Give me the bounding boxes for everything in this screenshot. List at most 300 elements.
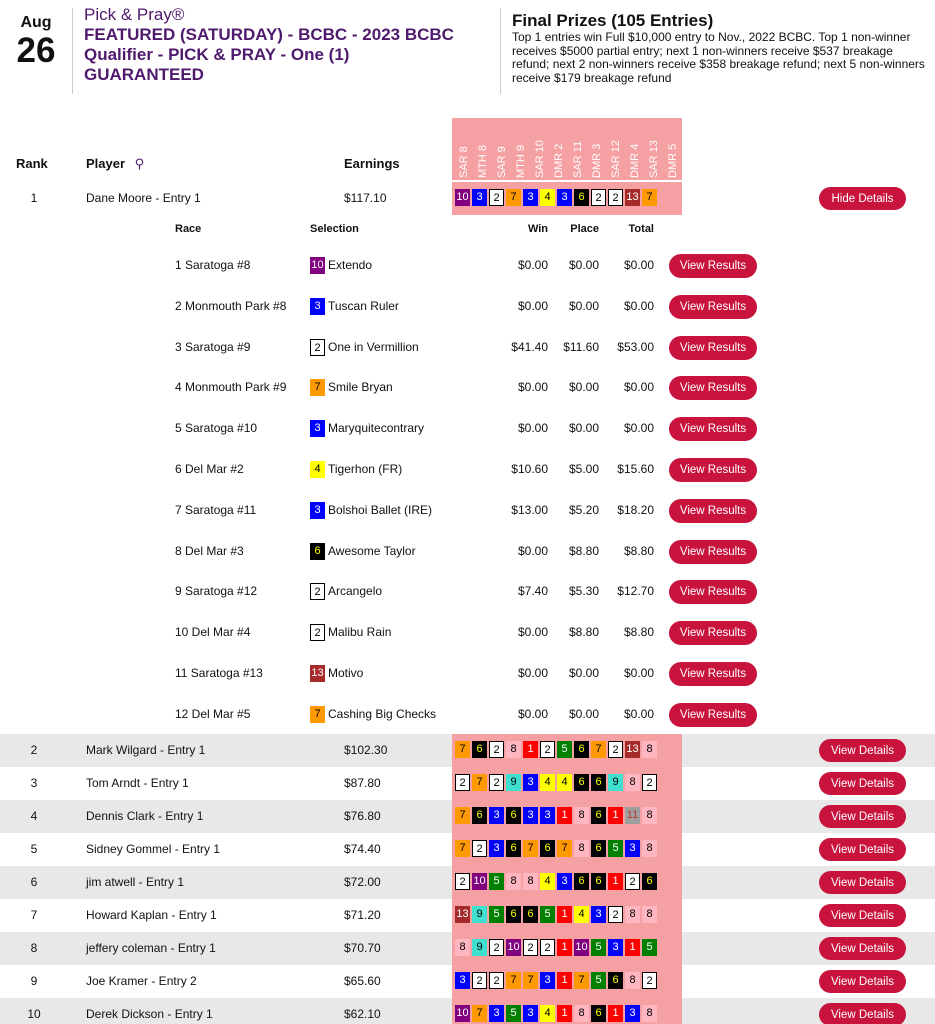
picks-strip <box>455 189 657 206</box>
pick-badge: 2 <box>523 939 538 956</box>
view-results-button[interactable]: View Results <box>669 580 757 604</box>
view-results-button[interactable]: View Results <box>669 499 757 523</box>
pick-badge: 7 <box>523 972 538 989</box>
detail-row <box>0 531 935 572</box>
selection-badge: 3 <box>310 420 325 437</box>
player-name: Derek Dickson - Entry 1 <box>86 1007 213 1021</box>
pick-badge: 8 <box>574 840 589 857</box>
rank-cell: 6 <box>30 875 38 889</box>
selection-badge-wrap <box>310 298 325 315</box>
race-name: 11 Saratoga #13 <box>175 666 263 680</box>
player-name: Howard Kaplan - Entry 1 <box>86 908 217 922</box>
pick-badge: 1 <box>608 873 623 890</box>
table-row <box>0 998 935 1024</box>
total-amount: $0.00 <box>623 380 654 395</box>
pick-badge: 3 <box>489 1005 504 1022</box>
prizes-panel <box>512 11 927 85</box>
pick-badge: 3 <box>455 972 470 989</box>
details-header-win: Win <box>527 223 548 235</box>
selection-badge: 2 <box>310 339 325 356</box>
horse-name: Extendo <box>328 258 373 272</box>
win-amount: $0.00 <box>517 543 548 558</box>
pick-badge: 6 <box>574 774 589 791</box>
pick-badge: 8 <box>642 741 657 758</box>
pick-badge: 13 <box>625 189 640 206</box>
earnings-cell: $62.10 <box>344 1007 381 1021</box>
rank-cell: 2 <box>30 743 38 757</box>
pick-badge: 8 <box>642 840 657 857</box>
view-details-button[interactable]: View Details <box>819 970 906 993</box>
pick-badge: 7 <box>506 189 521 206</box>
picks-strip <box>455 939 657 956</box>
pick-badge: 7 <box>472 1005 487 1022</box>
win-amount: $13.00 <box>511 502 548 517</box>
rank-cell: 8 <box>30 941 38 955</box>
earnings-cell: $70.70 <box>344 941 381 955</box>
pick-badge: 7 <box>455 840 470 857</box>
pick-badge: 2 <box>489 774 504 791</box>
detail-row <box>0 653 935 694</box>
pick-badge: 6 <box>506 807 521 824</box>
selection-badge-wrap <box>310 339 325 356</box>
win-amount: $0.00 <box>517 421 548 436</box>
contest-name: FEATURED (SATURDAY) - BCBC - 2023 BCBC Qualifier - PICK & PRAY - One (1) GUARANTEED <box>84 25 454 84</box>
win-amount: $10.60 <box>511 462 548 476</box>
selection-badge-wrap <box>310 665 325 682</box>
horse-name: Tuscan Ruler <box>328 298 399 313</box>
rank-cell: 10 <box>27 1007 41 1021</box>
pick-badge: 2 <box>455 774 470 791</box>
details-header-selection: Selection <box>310 223 359 235</box>
race-label: DMR 2 <box>553 143 565 178</box>
total-amount: $0.00 <box>623 298 654 313</box>
total-amount: $0.00 <box>623 421 654 436</box>
details-header-total: Total <box>628 223 654 235</box>
win-amount: $0.00 <box>517 380 548 395</box>
selection-badge-wrap <box>310 257 325 274</box>
pick-badge: 2 <box>642 774 657 791</box>
event-day: 26 <box>16 31 56 70</box>
view-details-button[interactable]: View Details <box>819 871 906 894</box>
race-name: 1 Saratoga #8 <box>175 258 251 272</box>
pick-badge: 6 <box>574 741 589 758</box>
horse-name: Maryquitecontrary <box>328 421 425 436</box>
earnings-cell: $71.20 <box>344 908 381 922</box>
details-header-race: Race <box>175 223 202 235</box>
pick-badge: 8 <box>625 906 640 923</box>
table-row <box>0 734 935 767</box>
race-label: DMR 3 <box>591 143 603 178</box>
race-label: MTH 9 <box>515 145 527 178</box>
pick-badge: 2 <box>625 873 640 890</box>
table-row <box>0 800 935 833</box>
event-month: Aug <box>20 14 52 31</box>
race-label: DMR 5 <box>667 143 679 178</box>
earnings-cell: $102.30 <box>344 743 388 757</box>
pick-badge: 8 <box>642 807 657 824</box>
race-label: SAR 13 <box>648 140 660 178</box>
horse-name: Motivo <box>328 666 364 680</box>
pick-badge: 8 <box>506 741 521 758</box>
view-details-button[interactable]: View Details <box>819 772 906 795</box>
total-amount: $8.80 <box>623 625 654 640</box>
pick-badge: 5 <box>506 1005 521 1022</box>
view-results-button[interactable]: View Results <box>669 336 757 360</box>
total-amount: $53.00 <box>617 339 654 354</box>
pick-badge: 7 <box>591 741 606 758</box>
pick-badge: 2 <box>489 939 504 956</box>
picks-strip <box>455 1005 657 1022</box>
selection-badge: 3 <box>310 502 325 519</box>
selection-badge: 10 <box>310 257 325 274</box>
pick-badge: 3 <box>557 189 572 206</box>
earnings-cell: $76.80 <box>344 809 381 823</box>
pick-badge: 5 <box>642 939 657 956</box>
pick-badge: 6 <box>523 906 538 923</box>
pick-badge: 5 <box>489 873 504 890</box>
win-amount: $0.00 <box>517 298 548 313</box>
pick-badge: 7 <box>574 972 589 989</box>
detail-row <box>0 408 935 449</box>
pick-badge: 4 <box>540 873 555 890</box>
total-amount: $0.00 <box>623 706 654 721</box>
prizes-text: Top 1 entries win Full $10,000 entry to Nov., 2022 BCBC. Top 1 non-winner receives $5000 partial entry; next 1 non-winners receive $537 breakage refund; next 2 non-winners receive $358 breakage refund; next 5 non-winners receive $179 breakage refund <box>512 30 925 85</box>
race-label: SAR 12 <box>610 140 622 178</box>
picks-strip <box>455 741 657 758</box>
entry-details <box>0 215 935 735</box>
race-label: MTH 8 <box>477 145 489 178</box>
win-amount: $41.40 <box>511 339 548 354</box>
pick-badge: 7 <box>506 972 521 989</box>
details-header-place: Place <box>570 223 599 235</box>
pick-badge: 5 <box>608 840 623 857</box>
selection-badge-wrap <box>310 379 325 396</box>
race-label: SAR 9 <box>496 146 508 178</box>
pick-badge: 2 <box>608 741 623 758</box>
pick-badge: 2 <box>608 189 623 206</box>
player-name: Mark Wilgard - Entry 1 <box>86 743 206 757</box>
selection-badge: 3 <box>310 298 325 315</box>
pick-badge: 10 <box>472 873 487 890</box>
race-name: 3 Saratoga #9 <box>175 339 251 354</box>
win-amount: $0.00 <box>517 706 548 721</box>
pick-badge: 2 <box>489 741 504 758</box>
view-details-button[interactable]: View Details <box>819 904 906 927</box>
pick-badge: 6 <box>472 807 487 824</box>
earnings-cell: $117.10 <box>344 191 387 205</box>
pick-badge: 3 <box>557 873 572 890</box>
race-name: 12 Del Mar #5 <box>175 706 251 721</box>
earnings-cell: $74.40 <box>344 842 381 856</box>
pick-badge: 2 <box>540 939 555 956</box>
total-amount: $0.00 <box>623 258 654 272</box>
view-results-button[interactable]: View Results <box>669 621 757 645</box>
selection-badge-wrap <box>310 502 325 519</box>
pick-badge: 6 <box>591 873 606 890</box>
detail-row <box>0 286 935 327</box>
pick-badge: 6 <box>591 807 606 824</box>
view-results-button[interactable]: View Results <box>669 417 757 441</box>
pick-badge: 3 <box>625 840 640 857</box>
column-rank: Rank <box>16 156 48 171</box>
picks-strip <box>455 774 657 791</box>
player-name: Tom Arndt - Entry 1 <box>86 776 189 790</box>
detail-row <box>0 612 935 653</box>
player-name: jim atwell - Entry 1 <box>86 875 185 889</box>
pick-badge: 1 <box>557 807 572 824</box>
column-player-label: Player <box>86 156 126 171</box>
pick-badge: 4 <box>540 189 555 206</box>
rank-cell: 7 <box>30 908 38 922</box>
place-amount: $11.60 <box>563 339 599 354</box>
total-amount: $18.20 <box>617 502 654 517</box>
race-name: 5 Saratoga #10 <box>175 421 258 436</box>
pick-badge: 3 <box>489 807 504 824</box>
pick-badge: 8 <box>523 873 538 890</box>
pick-badge: 3 <box>608 939 623 956</box>
selection-badge: 7 <box>310 379 325 396</box>
race-name: 10 Del Mar #4 <box>175 625 251 640</box>
horse-name: Tigerhon (FR) <box>328 462 403 476</box>
pick-badge: 3 <box>472 189 487 206</box>
pick-badge: 3 <box>523 1005 538 1022</box>
pick-badge: 6 <box>574 873 589 890</box>
horse-name: Arcangelo <box>328 584 383 599</box>
pick-badge: 2 <box>472 840 487 857</box>
pick-badge: 10 <box>506 939 521 956</box>
divider <box>72 8 73 94</box>
pick-badge: 5 <box>557 741 572 758</box>
pick-badge: 6 <box>608 972 623 989</box>
selection-badge-wrap <box>310 420 325 437</box>
pick-badge: 1 <box>608 807 623 824</box>
selection-badge: 2 <box>310 624 325 641</box>
table-row <box>0 866 935 899</box>
race-label: SAR 10 <box>534 140 546 178</box>
view-results-button[interactable]: View Results <box>669 254 757 278</box>
earnings-cell: $87.80 <box>344 776 381 790</box>
pick-badge: 1 <box>557 906 572 923</box>
pick-badge: 2 <box>591 189 606 206</box>
picks-strip <box>455 873 657 890</box>
event-date <box>8 14 64 70</box>
place-amount: $5.20 <box>568 502 599 517</box>
pick-badge: 3 <box>540 807 555 824</box>
view-details-button[interactable]: View Details <box>819 937 906 960</box>
pick-badge: 8 <box>574 1005 589 1022</box>
page-header <box>0 0 935 100</box>
pick-badge: 1 <box>608 1005 623 1022</box>
pick-badge: 2 <box>608 906 623 923</box>
pick-badge: 4 <box>574 906 589 923</box>
pick-badge: 1 <box>625 939 640 956</box>
horse-name: Malibu Rain <box>328 625 392 640</box>
pick-badge: 8 <box>625 774 640 791</box>
table-row <box>0 899 935 932</box>
pick-badge: 10 <box>455 189 470 206</box>
contest-title <box>84 5 464 85</box>
pick-badge: 10 <box>574 939 589 956</box>
column-player <box>86 156 144 172</box>
pick-badge: 9 <box>506 774 521 791</box>
pick-badge: 3 <box>625 1005 640 1022</box>
pick-badge: 6 <box>642 873 657 890</box>
view-results-button[interactable]: View Results <box>669 458 757 482</box>
view-results-button[interactable]: View Results <box>669 376 757 400</box>
view-results-button[interactable]: View Results <box>669 540 757 564</box>
prizes-heading: Final Prizes (105 Entries) <box>512 11 714 30</box>
total-amount: $15.60 <box>617 462 654 476</box>
pick-badge: 2 <box>540 741 555 758</box>
hide-details-button[interactable]: Hide Details <box>819 187 906 210</box>
horse-name: Cashing Big Checks <box>328 706 437 721</box>
place-amount: $0.00 <box>568 258 599 272</box>
win-amount: $7.40 <box>517 584 548 599</box>
rank-cell: 1 <box>30 191 38 205</box>
selection-badge-wrap <box>310 583 325 600</box>
pick-badge: 6 <box>506 840 521 857</box>
picks-strip <box>455 807 657 824</box>
pick-badge: 7 <box>642 189 657 206</box>
pick-badge: 6 <box>591 840 606 857</box>
rank-cell: 5 <box>30 842 38 856</box>
pick-badge: 5 <box>540 906 555 923</box>
earnings-cell: $72.00 <box>344 875 381 889</box>
view-results-button[interactable]: View Results <box>669 662 757 686</box>
pick-badge: 13 <box>455 906 470 923</box>
player-name: Dennis Clark - Entry 1 <box>86 809 204 823</box>
race-label: SAR 11 <box>572 140 584 178</box>
column-earnings: Earnings <box>344 156 400 171</box>
table-row <box>0 965 935 998</box>
race-name: 9 Saratoga #12 <box>175 584 258 599</box>
total-amount: $8.80 <box>623 543 654 558</box>
pick-badge: 4 <box>540 1005 555 1022</box>
place-amount: $8.80 <box>568 625 599 640</box>
selection-badge: 2 <box>310 583 325 600</box>
selection-badge: 13 <box>310 665 325 682</box>
search-icon[interactable]: ⚲ <box>134 156 145 171</box>
pick-badge: 8 <box>625 972 640 989</box>
pick-badge: 3 <box>540 972 555 989</box>
pick-badge: 4 <box>540 774 555 791</box>
view-details-button[interactable]: View Details <box>819 739 906 762</box>
detail-row <box>0 694 935 735</box>
pick-badge: 8 <box>506 873 521 890</box>
view-results-button[interactable]: View Results <box>669 295 757 319</box>
pick-badge: 9 <box>472 906 487 923</box>
pick-badge: 8 <box>455 939 470 956</box>
race-name: 8 Del Mar #3 <box>175 543 244 558</box>
table-row <box>0 767 935 800</box>
place-amount: $5.00 <box>568 462 599 476</box>
pick-badge: 6 <box>540 840 555 857</box>
picks-strip <box>455 906 657 923</box>
pick-badge: 3 <box>523 807 538 824</box>
selection-badge-wrap <box>310 461 325 478</box>
place-amount: $5.30 <box>568 584 599 599</box>
selection-badge: 4 <box>310 461 325 478</box>
player-name: Sidney Gommel - Entry 1 <box>86 842 221 856</box>
place-amount: $0.00 <box>568 380 599 395</box>
table-row <box>0 932 935 965</box>
pick-badge: 6 <box>506 906 521 923</box>
selection-badge-wrap <box>310 543 325 560</box>
win-amount: $0.00 <box>517 666 548 680</box>
pick-badge: 7 <box>523 840 538 857</box>
pick-badge: 2 <box>642 972 657 989</box>
total-amount: $12.70 <box>617 584 654 599</box>
table-row <box>0 182 935 215</box>
selection-badge-wrap <box>310 706 325 723</box>
pick-badge: 9 <box>472 939 487 956</box>
pick-badge: 3 <box>489 840 504 857</box>
pick-badge: 6 <box>574 189 589 206</box>
pick-badge: 1 <box>557 939 572 956</box>
pick-badge: 11 <box>625 807 640 824</box>
pick-badge: 6 <box>591 1005 606 1022</box>
place-amount: $0.00 <box>568 666 599 680</box>
place-amount: $0.00 <box>568 706 599 721</box>
pick-badge: 3 <box>523 189 538 206</box>
player-name: Dane Moore - Entry 1 <box>86 191 201 205</box>
place-amount: $0.00 <box>568 421 599 436</box>
pick-badge: 6 <box>472 741 487 758</box>
pick-badge: 7 <box>472 774 487 791</box>
pick-badge: 3 <box>591 906 606 923</box>
contest-subtitle: Pick & Pray® <box>84 5 185 24</box>
pick-badge: 8 <box>642 906 657 923</box>
detail-row <box>0 245 935 286</box>
pick-badge: 9 <box>608 774 623 791</box>
view-results-button[interactable]: View Results <box>669 703 757 727</box>
detail-row <box>0 449 935 490</box>
pick-badge: 7 <box>557 840 572 857</box>
pick-badge: 7 <box>455 807 470 824</box>
race-name: 6 Del Mar #2 <box>175 462 244 476</box>
pick-badge: 1 <box>523 741 538 758</box>
view-details-button[interactable]: View Details <box>819 805 906 828</box>
horse-name: Smile Bryan <box>328 380 393 395</box>
pick-badge: 1 <box>557 972 572 989</box>
total-amount: $0.00 <box>623 666 654 680</box>
pick-badge: 8 <box>642 1005 657 1022</box>
rank-cell: 3 <box>30 776 38 790</box>
selection-badge: 7 <box>310 706 325 723</box>
pick-badge: 1 <box>557 1005 572 1022</box>
race-label: SAR 8 <box>458 146 470 178</box>
place-amount: $8.80 <box>568 543 599 558</box>
earnings-cell: $65.60 <box>344 974 381 988</box>
pick-badge: 4 <box>557 774 572 791</box>
pick-badge: 7 <box>455 741 470 758</box>
race-name: 7 Saratoga #11 <box>175 502 257 517</box>
table-row <box>0 833 935 866</box>
pick-badge: 2 <box>489 972 504 989</box>
view-details-button[interactable]: View Details <box>819 1003 906 1024</box>
picks-strip <box>455 972 657 989</box>
detail-row <box>0 490 935 531</box>
horse-name: One in Vermillion <box>328 339 419 354</box>
pick-badge: 5 <box>591 939 606 956</box>
pick-badge: 5 <box>591 972 606 989</box>
view-details-button[interactable]: View Details <box>819 838 906 861</box>
detail-row <box>0 327 935 368</box>
pick-badge: 2 <box>472 972 487 989</box>
detail-row <box>0 367 935 408</box>
rank-cell: 9 <box>30 974 38 988</box>
pick-badge: 6 <box>591 774 606 791</box>
